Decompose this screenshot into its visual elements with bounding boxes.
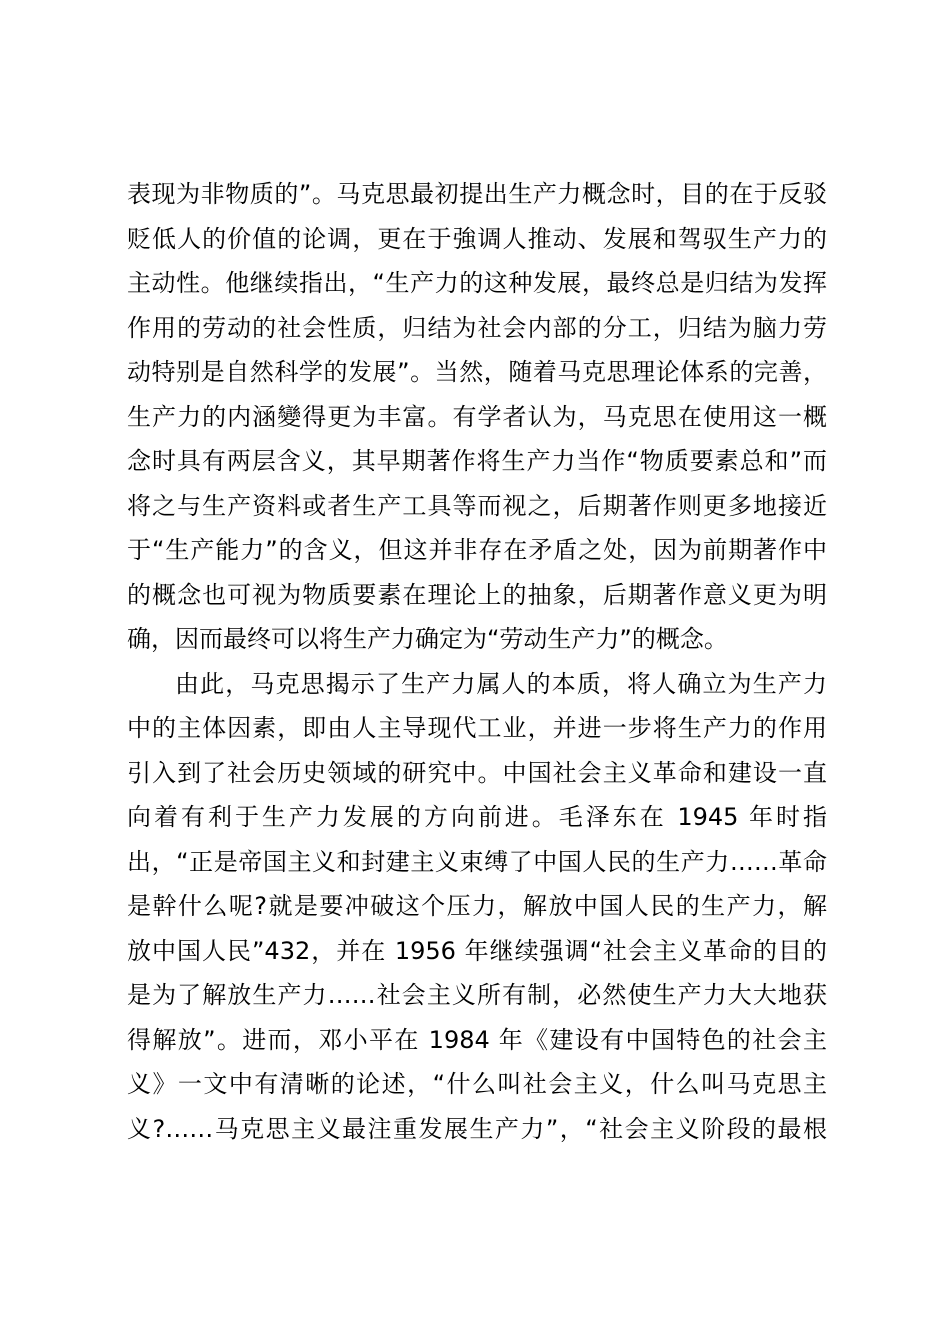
text-line: 向着有利于生产力发展的方向前进。毛泽东在 1945 年时指 xyxy=(127,803,827,831)
text-line: 得解放”。进而，邓小平在 1984 年《建设有中国特色的社会主 xyxy=(127,1025,827,1054)
text-line: 将之与生产资料或者生产工具等而视之，后期著作则更多地接近 xyxy=(127,491,827,520)
text-line: 的概念也可视为物质要素在理论上的抽象，后期著作意义更为明 xyxy=(127,580,827,609)
text-line: 于“生产能力”的含义，但这并非存在矛盾之处，因为前期著作中 xyxy=(127,536,827,564)
text-line: 义?……马克思主义最注重发展生产力”，“社会主义阶段的最根 xyxy=(127,1114,827,1143)
paragraph-2 xyxy=(127,662,827,1152)
text-line: 念时具有两层含义，其早期著作将生产力当作“物质要素总和”而 xyxy=(127,447,827,475)
text-line: 由此，马克思揭示了生产力属人的本质，将人确立为生产力 xyxy=(175,669,827,698)
body-text xyxy=(127,172,827,1151)
text-line: 是幹什么呢?就是要冲破这个压力，解放中国人民的生产力，解 xyxy=(127,892,827,920)
text-line: 主动性。他继续指出，“生产力的这种发展，最终总是归结为发挥 xyxy=(127,269,827,297)
text-line: 表现为非物质的”。马克思最初提出生产力概念时，目的在于反驳 xyxy=(127,180,827,208)
text-line: 动特别是自然科学的发展”。当然，随着马克思理论体系的完善， xyxy=(127,358,827,386)
text-line: 确，因而最终可以将生产力确定为“劳动生产力”的概念。 xyxy=(127,625,728,653)
text-line: 作用的劳动的社会性质，归结为社会内部的分工，归结为脑力劳 xyxy=(127,313,827,342)
text-line: 放中国人民”432，并在 1956 年继续强调“社会主义革命的目的 xyxy=(127,936,827,965)
text-line: 贬低人的价值的论调，更在于強调人推动、发展和驾驭生产力的 xyxy=(127,224,827,253)
paragraph-1 xyxy=(127,172,827,662)
text-line: 是为了解放生产力……社会主义所有制，必然使生产力大大地获 xyxy=(127,981,827,1009)
text-line: 生产力的内涵變得更为丰富。有学者认为，马克思在使用这一概 xyxy=(127,402,827,431)
text-line: 义》一文中有清晰的论述，“什么叫社会主义，什么叫马克思主 xyxy=(127,1070,827,1098)
text-line: 出，“正是帝国主义和封建主义束缚了中国人民的生产力……革命 xyxy=(127,847,827,876)
text-line: 中的主体因素，即由人主导现代工业，并进一步将生产力的作用 xyxy=(127,714,827,742)
text-line: 引入到了社会历史领域的研究中。中国社会主义革命和建设一直 xyxy=(127,758,827,787)
